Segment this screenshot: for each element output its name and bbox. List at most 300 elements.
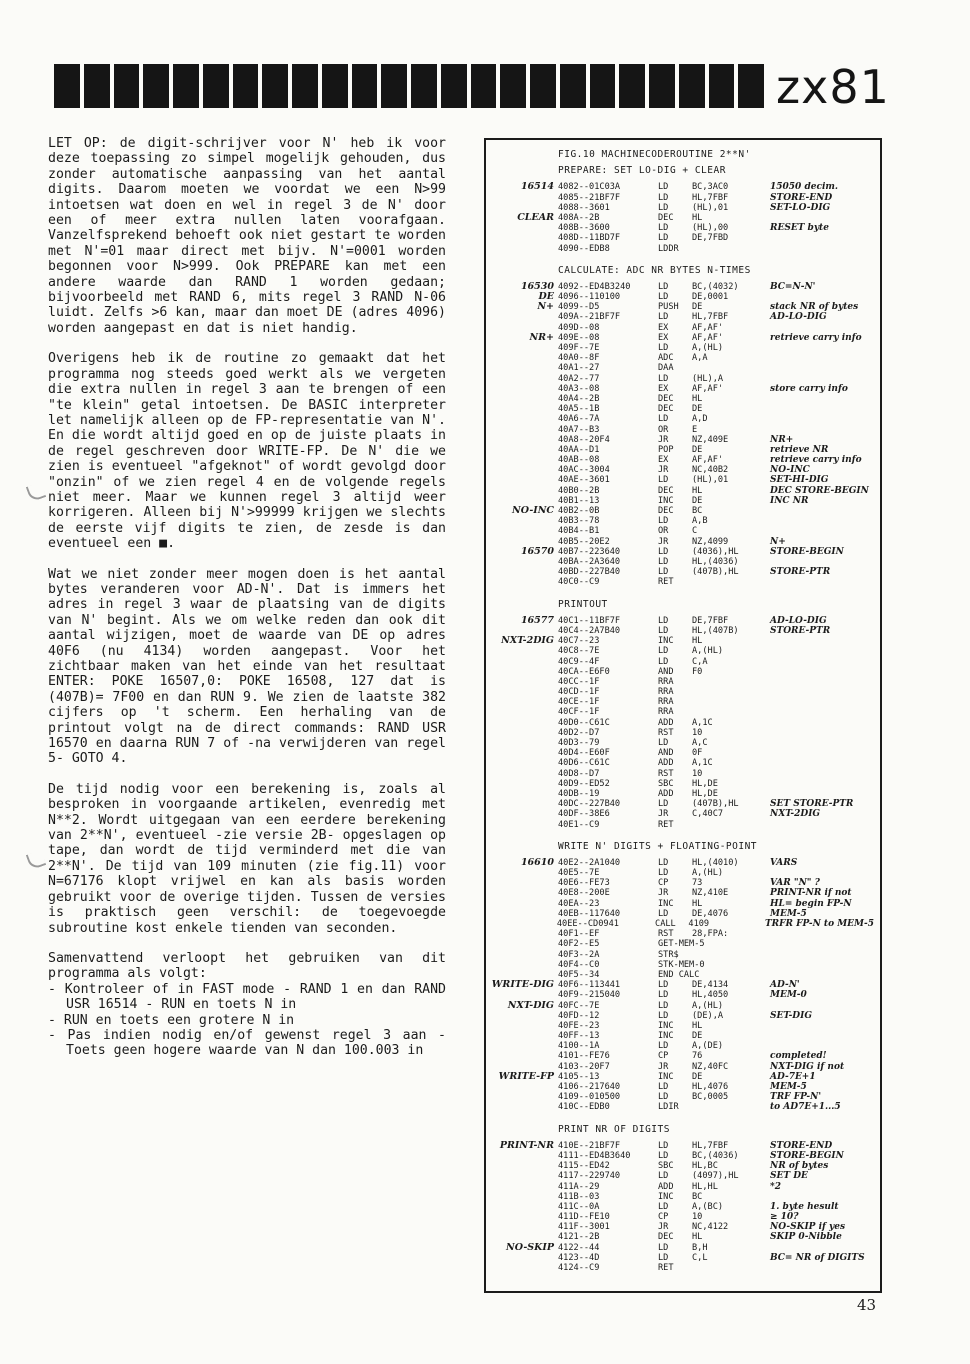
listing-arg: 10 — [692, 768, 703, 779]
listing-label — [490, 748, 558, 758]
section-title: WRITE N' DIGITS + FLOATING-POINT — [558, 840, 758, 852]
listing-note: SET-LO-DIG — [770, 202, 831, 213]
listing-op: RST — [658, 929, 674, 940]
listing-note: NR+ — [770, 434, 794, 445]
listing-arg: A,(HL) — [692, 1000, 724, 1011]
listing-arg: HL — [692, 898, 703, 909]
listing-row — [490, 414, 874, 424]
listing-row — [490, 353, 874, 363]
listing-label — [490, 1051, 558, 1061]
listing-label — [490, 312, 558, 322]
listing-op: INC — [658, 1031, 674, 1042]
listing-op: LD — [658, 857, 669, 868]
listing-row — [490, 526, 874, 536]
listing-label — [490, 435, 558, 445]
listing-code: 40EB--117640 — [558, 908, 621, 919]
listing-label: WRITE-DIG — [491, 979, 554, 991]
listing-label: CLEAR — [517, 211, 554, 223]
listing-arg: NZ,40FC — [692, 1061, 729, 1072]
listing-row — [490, 799, 874, 809]
article-text — [48, 136, 446, 1059]
listing-note: BC=N-N' — [770, 281, 816, 292]
listing-note: to AD7E+1...5 — [770, 1102, 841, 1113]
listing-op: RST — [658, 727, 674, 738]
listing-row — [490, 1182, 874, 1192]
listing-op: INC — [658, 1071, 674, 1082]
listing-code: 40E5--7E — [558, 868, 600, 879]
listing-label — [490, 526, 558, 536]
listing-op: DEC — [658, 212, 674, 223]
listing-arg: BC,0005 — [692, 1092, 729, 1103]
listing-label: NO-SKIP — [506, 1241, 554, 1253]
listing-op: LD — [658, 556, 669, 567]
listing-row — [490, 1202, 874, 1212]
listing-note: AD-7E+1 — [770, 1071, 816, 1082]
listing-arg: DE,7FBD — [692, 233, 729, 244]
listing-op: LD — [658, 1082, 669, 1093]
listing-arg — [692, 363, 770, 373]
listing-op: GET-MEM-5 — [658, 939, 705, 950]
listing-row — [490, 1171, 874, 1181]
listing-arg: A,(HL) — [692, 868, 724, 879]
listing-op: LD — [658, 546, 669, 557]
listing-code: 40FE--23 — [558, 1020, 600, 1031]
listing-op: LD — [658, 980, 669, 991]
listing-arg: A,1C — [692, 717, 713, 728]
listing-code: 40CA--E6F0 — [558, 666, 610, 677]
listing-row — [490, 758, 874, 768]
paragraph: Overigens heb ik de routine zo gemaakt dat het programma nog steeds goed werkt als we vergeten die extra nullen in regel 3 aan te brengen of een "te klein" getal intoetsen. De BASIC interpreter let namelijk alleen op de FP-representatie van N'. En die wordt altijd goed en op de juiste plaats in de regel geschreven door WRITE-FP. De N' die we zien is eventueel "afgeknot" of wordt gevolgd door "onzin" of we zien regel 4 en de volgende regels niet meer. Maar we kunnen regel 3 altijd weer korrigeren. Alleen bij N'>99999 krijgen we slechts de eerste vijf digits te zien, de zesde is dan eventueel een ■. — [48, 351, 446, 552]
listing-op: DEC — [658, 393, 674, 404]
listing-note: PRINT-NR if not — [770, 888, 852, 899]
listing-op: LD — [658, 1242, 669, 1253]
listing-arg: NZ,410E — [692, 888, 729, 899]
listing-row — [490, 820, 874, 830]
listing-row — [490, 646, 874, 656]
listing-row — [490, 888, 874, 898]
listing-row — [490, 748, 874, 758]
section-title: FIG.10 MACHINECODEROUTINE 2**N' — [558, 149, 751, 160]
header-bar — [203, 64, 229, 108]
listing-row — [490, 728, 874, 738]
listing-label: 16530 — [520, 280, 554, 292]
listing-op: LD — [658, 202, 669, 213]
listing-arg: HL,(407B) — [692, 625, 739, 636]
listing-arg: BC,3AC0 — [692, 182, 729, 193]
listing-arg: BC,(4032) — [692, 281, 739, 292]
listing-row — [490, 1222, 874, 1232]
listing-arg — [692, 244, 770, 254]
listing-label — [490, 888, 558, 898]
listing-arg — [692, 677, 770, 687]
listing-code: 40B4--B1 — [558, 526, 600, 537]
listing-label — [490, 677, 558, 687]
listing-row — [490, 486, 874, 496]
listing-note: STORE-END — [770, 1140, 833, 1151]
listing-op: JR — [658, 536, 669, 547]
listing-row — [490, 878, 874, 888]
listing-code: 40CD--1F — [558, 687, 600, 698]
listing-code: 4115--ED42 — [558, 1161, 610, 1172]
listing-row — [490, 1192, 874, 1202]
listing-op: LD — [658, 292, 669, 303]
listing-op: LD — [658, 516, 669, 527]
magazine-brand: zx81 — [776, 60, 890, 114]
listing-arg: HL,(4010) — [692, 857, 739, 868]
section-gap — [490, 830, 874, 838]
listing-op: LD — [658, 343, 669, 354]
listing-label — [490, 868, 558, 878]
code-listing — [486, 140, 880, 1281]
listing-row — [490, 1072, 874, 1082]
listing-row — [490, 1263, 874, 1273]
page-number: 43 — [857, 1296, 877, 1314]
listing-code: 40DC--227B40 — [558, 799, 621, 810]
listing-label — [490, 929, 558, 939]
listing-note: STORE-PTR — [770, 625, 831, 636]
listing-label — [490, 769, 558, 779]
listing-arg: A,C — [692, 738, 708, 748]
listing-note: *2 — [770, 1181, 781, 1192]
listing-code: 408A--2B — [558, 212, 600, 223]
listing-label: 16570 — [520, 545, 554, 557]
listing-code: 408B--3600 — [558, 223, 610, 234]
listing-arg: DE — [692, 1071, 703, 1082]
listing-arg: 28,FPA: — [692, 929, 729, 940]
listing-code: 4096--110100 — [558, 292, 621, 303]
listing-label — [490, 950, 558, 960]
listing-label: N+ — [537, 301, 554, 313]
listing-note: STORE-END — [770, 192, 833, 203]
listing-row — [490, 244, 874, 254]
listing-arg: (4097),HL — [692, 1171, 739, 1182]
listing-code: 40F1--EF — [558, 929, 600, 940]
listing-arg: C,40C7 — [692, 809, 724, 820]
header-bar — [233, 64, 259, 108]
listing-label — [490, 939, 558, 949]
listing-arg: HL — [692, 485, 703, 496]
listing-row — [490, 687, 874, 697]
listing-code: 40A0--8F — [558, 353, 600, 364]
listing-note: ≥ 10? — [770, 1212, 799, 1223]
listing-label — [490, 486, 558, 496]
listing-arg: HL — [692, 1020, 703, 1031]
header-decorative-bars — [54, 64, 764, 108]
listing-label — [490, 779, 558, 789]
listing-note: NXT-2DIG — [770, 809, 821, 820]
listing-code: 40B3--78 — [558, 516, 600, 527]
listing-arg: DE — [692, 1031, 703, 1042]
listing-arg: AF,AF' — [692, 383, 724, 394]
listing-op: LD — [658, 646, 669, 657]
header-bar — [619, 64, 645, 108]
listing-op: OR — [658, 424, 669, 435]
listing-code: 40C8--7E — [558, 646, 600, 657]
listing-arg: (407B),HL — [692, 567, 739, 578]
listing-arg — [692, 820, 770, 830]
listing-code: 411D--FE10 — [558, 1212, 610, 1223]
listing-note: TRF FP-N' — [770, 1092, 822, 1103]
listing-label — [490, 445, 558, 455]
listing-row — [490, 384, 874, 394]
listing-label — [490, 919, 557, 929]
listing-row — [490, 616, 874, 626]
listing-code: 40CC--1F — [558, 676, 600, 687]
listing-label — [490, 384, 558, 394]
listing-arg: (4036),HL — [692, 546, 739, 557]
listing-code: 40EE--CD0941 — [556, 919, 619, 930]
listing-code: 40C9--4F — [558, 656, 600, 667]
listing-arg: A,D — [692, 414, 708, 425]
listing-row — [490, 475, 874, 485]
listing-label — [490, 404, 558, 414]
listing-op: POP — [658, 444, 674, 455]
listing-code: 40C7--23 — [558, 636, 600, 647]
header-bar — [590, 64, 616, 108]
listing-row — [490, 1212, 874, 1222]
header-bar — [500, 64, 526, 108]
listing-code: 40CE--1F — [558, 697, 600, 708]
listing-note: stack NR of bytes — [770, 302, 859, 313]
header-bar — [292, 64, 318, 108]
listing-code: 40C1--11BF7F — [558, 615, 621, 626]
listing-row — [490, 363, 874, 373]
listing-arg: HL,HL — [692, 1181, 718, 1192]
listing-note: AD-LO-DIG — [770, 615, 827, 626]
listing-label — [490, 363, 558, 373]
listing-code: 40D0--C61C — [558, 717, 610, 728]
listing-op: INC — [658, 1191, 674, 1202]
listing-row — [490, 1011, 874, 1021]
listing-arg: 10 — [692, 727, 703, 738]
listing-row — [490, 567, 874, 577]
listing-arg — [692, 687, 770, 697]
listing-row — [490, 233, 874, 243]
listing-arg: DE — [692, 404, 703, 415]
listing-op: CP — [658, 1212, 669, 1223]
listing-arg: AF,AF' — [692, 322, 724, 333]
header-bar — [114, 64, 140, 108]
listing-row — [490, 960, 874, 970]
listing-row — [490, 677, 874, 687]
listing-code: 411A--29 — [558, 1181, 600, 1192]
listing-code: 409D--08 — [558, 322, 600, 333]
listing-op: LD — [658, 1201, 669, 1212]
listing-code: 4103--20F7 — [558, 1061, 610, 1072]
listing-op: RET — [658, 577, 674, 588]
listing-row — [490, 516, 874, 526]
listing-op: LD — [658, 373, 669, 384]
listing-code: 40B1--13 — [558, 495, 600, 506]
listing-arg: DE,4134 — [692, 980, 729, 991]
listing-code: 4101--FE76 — [558, 1051, 610, 1062]
listing-arg: DE — [692, 444, 703, 455]
listing-code: 40FD--12 — [558, 1010, 600, 1021]
section-title: PRINT NR OF DIGITS — [558, 1123, 670, 1135]
listing-code: 4099--D5 — [558, 302, 600, 313]
listing-code: 4092--ED4B3240 — [558, 281, 631, 292]
header-bar — [54, 64, 80, 108]
listing-label — [490, 878, 558, 888]
listing-row — [490, 1031, 874, 1041]
listing-label — [490, 809, 558, 819]
listing-arg: BC — [692, 506, 703, 517]
listing-arg: DE — [692, 495, 703, 506]
listing-code: 4105--13 — [558, 1071, 600, 1082]
listing-note: VARS — [770, 857, 798, 868]
listing-arg: A,B — [692, 516, 708, 527]
listing-label — [490, 1151, 558, 1161]
listing-code: 409F--7E — [558, 343, 600, 354]
listing-row — [490, 636, 874, 646]
listing-note: SKIP 0-Nibble — [770, 1232, 842, 1243]
listing-row — [490, 182, 874, 192]
listing-code: 40BD--227B40 — [558, 567, 621, 578]
listing-code: 4106--217640 — [558, 1082, 621, 1093]
listing-note: BC= NR of DIGITS — [770, 1252, 865, 1263]
listing-note: VAR "N" ? — [770, 878, 820, 889]
header-bar — [352, 64, 378, 108]
listing-row — [490, 1151, 874, 1161]
section-gap — [490, 254, 874, 262]
listing-note: DEC STORE-BEGIN — [770, 485, 869, 496]
listing-label: PRINT-NR — [499, 1139, 554, 1151]
listing-code: 40D8--D7 — [558, 768, 600, 779]
listing-op: LD — [658, 281, 669, 292]
listing-op: LDIR — [658, 1102, 679, 1113]
listing-row — [490, 929, 874, 939]
listing-op: OR — [658, 526, 669, 537]
header-bar — [560, 64, 586, 108]
listing-row — [490, 557, 874, 567]
listing-label — [490, 646, 558, 656]
section-gap — [490, 1273, 874, 1281]
listing-op: ADD — [658, 717, 674, 728]
listing-label — [490, 1182, 558, 1192]
listing-arg: DE — [692, 302, 703, 313]
listing-code: 40FC--7E — [558, 1000, 600, 1011]
listing-note: SET DE — [770, 1171, 808, 1182]
listing-code: 409E--08 — [558, 332, 600, 343]
listing-arg: DE,4076 — [692, 908, 729, 919]
paragraph: Samenvattend verloopt het gebruiken van dit programma als volgt: — [48, 950, 446, 982]
listing-row — [490, 667, 874, 677]
listing-op: ADD — [658, 758, 674, 769]
listing-row — [490, 394, 874, 404]
listing-op: STK-MEM-0 — [658, 959, 705, 970]
listing-code: 410C--EDB0 — [558, 1102, 610, 1113]
listing-label — [490, 455, 558, 465]
listing-note: retrieve carry info — [770, 455, 862, 466]
listing-note: NR of bytes — [770, 1161, 829, 1172]
listing-arg: HL — [692, 1232, 703, 1243]
listing-arg: AF,AF' — [692, 332, 724, 343]
listing-op: INC — [658, 898, 674, 909]
listing-note: N+ — [770, 536, 786, 547]
header-bar — [441, 64, 467, 108]
listing-arg: HL — [692, 393, 703, 404]
listing-row — [490, 738, 874, 748]
listing-row — [490, 547, 874, 557]
listing-op: CP — [658, 878, 669, 889]
listing-arg — [692, 1102, 770, 1112]
listing-code: 40E6--FE73 — [558, 878, 610, 889]
listing-label — [490, 707, 558, 717]
listing-row — [490, 718, 874, 728]
listing-row — [490, 707, 874, 717]
listing-label: DE — [538, 291, 554, 303]
section-title: PREPARE: SET LO-DIG + CLEAR — [558, 165, 726, 177]
listing-arg: A,1C — [692, 758, 713, 769]
listing-label — [490, 223, 558, 233]
listing-code: 40A2--77 — [558, 373, 600, 384]
listing-row — [490, 445, 874, 455]
listing-code: 4124--C9 — [558, 1263, 600, 1274]
listing-arg: C — [692, 526, 698, 537]
listing-label — [490, 1253, 558, 1263]
listing-label — [490, 353, 558, 363]
listing-arg: A,(HL) — [692, 343, 724, 354]
listing-op: JR — [658, 809, 669, 820]
listing-code: 40B7--223640 — [558, 546, 621, 557]
listing-code: 4090--EDB8 — [558, 243, 610, 254]
listing-code: 4121--2B — [558, 1232, 600, 1243]
listing-label: NR+ — [529, 331, 554, 343]
listing-label — [490, 425, 558, 435]
listing-label — [490, 374, 558, 384]
listing-op: LD — [658, 1041, 669, 1052]
listing-op: RRA — [658, 707, 674, 718]
header-bar — [84, 64, 110, 108]
listing-op: LD — [658, 656, 669, 667]
listing-code: 40EA--23 — [558, 898, 600, 909]
listing-arg: AF,AF' — [692, 455, 724, 466]
listing-op: LD — [658, 615, 669, 626]
listing-label — [490, 1222, 558, 1232]
listing-label — [490, 1171, 558, 1181]
listing-code: 4111--ED4B3640 — [558, 1150, 631, 1161]
listing-row — [490, 1001, 874, 1011]
listing-arg — [692, 960, 770, 970]
listing-arg: HL,7FBF — [692, 312, 729, 323]
listing-code: 40DF--38E6 — [558, 809, 610, 820]
listing-op: DEC — [658, 1232, 674, 1243]
header-bar — [143, 64, 169, 108]
listing-label — [490, 394, 558, 404]
listing-row — [490, 455, 874, 465]
listing-label — [490, 697, 558, 707]
listing-op: DEC — [658, 404, 674, 415]
listing-label — [490, 343, 558, 353]
listing-op: LD — [658, 223, 669, 234]
listing-op: RRA — [658, 697, 674, 708]
listing-note: completed! — [770, 1051, 827, 1062]
listing-note: retrieve carry info — [770, 332, 862, 343]
listing-arg: HL,7FBF — [692, 192, 729, 203]
listing-op: INC — [658, 495, 674, 506]
listing-row — [490, 1082, 874, 1092]
listing-label — [490, 667, 558, 677]
listing-op: EX — [658, 383, 669, 394]
listing-op: LD — [658, 414, 669, 425]
listing-op: LD — [658, 1010, 669, 1021]
listing-label: NXT-2DIG — [501, 635, 554, 647]
listing-op: SBC — [658, 778, 674, 789]
listing-row — [490, 1021, 874, 1031]
listing-code: 40D9--ED52 — [558, 778, 610, 789]
listing-arg — [692, 577, 770, 587]
listing-arg: HL — [692, 636, 703, 647]
